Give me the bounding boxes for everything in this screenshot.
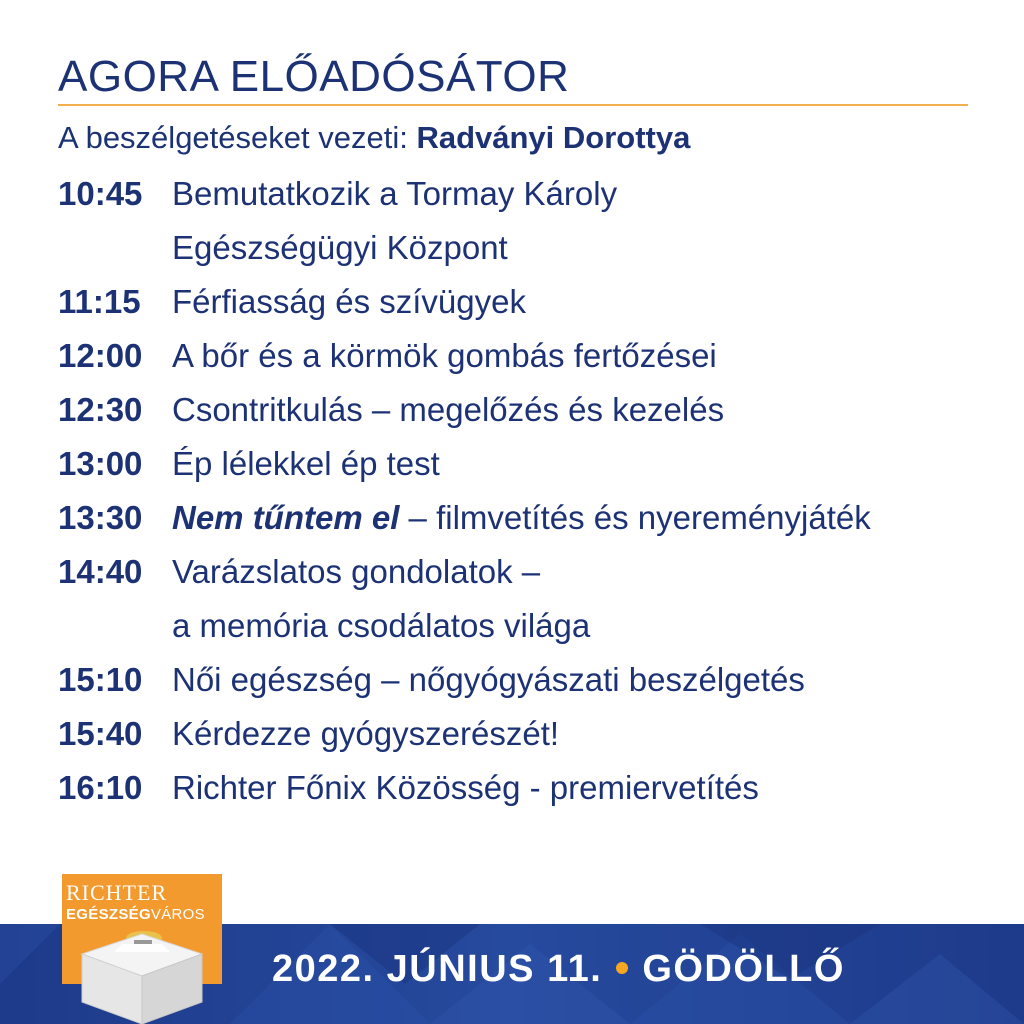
logo-line-2-rest: VÁROS bbox=[150, 906, 205, 923]
schedule-talk bbox=[172, 545, 590, 653]
schedule-time: 10:45 bbox=[58, 175, 143, 212]
host-prefix: A beszélgetéseket vezeti: bbox=[58, 120, 417, 155]
schedule-time: 15:40 bbox=[58, 715, 143, 752]
schedule-time: 12:00 bbox=[58, 337, 143, 374]
schedule-time: 13:30 bbox=[58, 499, 143, 536]
talk-line: a memória csodálatos világa bbox=[172, 607, 591, 644]
event-date: 2022. JÚNIUS 11. bbox=[272, 948, 603, 990]
event-place: GÖDÖLLŐ bbox=[642, 948, 845, 990]
schedule-item bbox=[58, 383, 998, 437]
talk-line: Richter Főnix Közösség - premiervetítés bbox=[172, 769, 759, 806]
logo-line-2-bold: EGÉSZSÉG bbox=[66, 906, 151, 923]
talk-line: Bemutatkozik a Tormay Károly bbox=[172, 175, 618, 212]
schedule-time: 14:40 bbox=[58, 553, 143, 590]
schedule-item bbox=[58, 491, 998, 545]
schedule-talk bbox=[172, 707, 559, 761]
schedule-item bbox=[58, 653, 998, 707]
talk-line-rest: – filmvetítés és nyereményjáték bbox=[399, 499, 871, 536]
schedule-talk bbox=[172, 329, 717, 383]
schedule-time: 11:15 bbox=[58, 283, 141, 320]
schedule-item bbox=[58, 437, 998, 491]
schedule-talk bbox=[172, 383, 724, 437]
title-divider bbox=[58, 104, 968, 106]
host-line bbox=[58, 120, 690, 156]
schedule-item bbox=[58, 275, 998, 329]
logo-line-1: RICHTER bbox=[66, 880, 168, 905]
schedule-talk bbox=[172, 437, 440, 491]
host-name: Radványi Dorottya bbox=[416, 120, 691, 155]
schedule-talk bbox=[172, 653, 805, 707]
schedule-item bbox=[58, 761, 998, 815]
talk-line: Egészségügyi Központ bbox=[172, 229, 508, 266]
talk-line: Kérdezze gyógyszerészét! bbox=[172, 715, 560, 752]
schedule-talk bbox=[172, 761, 759, 815]
talk-line: Férfiasság és szívügyek bbox=[172, 283, 526, 320]
schedule-time: 12:30 bbox=[58, 391, 143, 428]
cube-icon bbox=[62, 924, 222, 1024]
schedule-item bbox=[58, 329, 998, 383]
schedule-time: 15:10 bbox=[58, 661, 143, 698]
schedule-time: 13:00 bbox=[58, 445, 143, 482]
schedule-time: 16:10 bbox=[58, 769, 143, 806]
page-title: AGORA ELŐADÓSÁTOR bbox=[58, 52, 570, 101]
schedule-item bbox=[58, 707, 998, 761]
talk-line: Varázslatos gondolatok – bbox=[172, 553, 541, 590]
talk-line bbox=[172, 491, 871, 545]
talk-line: A bőr és a körmök gombás fertőzései bbox=[172, 337, 717, 374]
film-title: Nem tűntem el bbox=[172, 499, 400, 536]
separator-dot bbox=[616, 962, 628, 974]
talk-line: Ép lélekkel ép test bbox=[172, 445, 440, 482]
logo-line-2 bbox=[66, 906, 205, 923]
schedule-talk bbox=[172, 275, 526, 329]
schedule-list bbox=[58, 167, 998, 815]
schedule-talk bbox=[172, 491, 871, 545]
richter-egeszsegvaros-logo bbox=[62, 874, 222, 984]
schedule-item bbox=[58, 167, 998, 275]
talk-line: Csontritkulás – megelőzés és kezelés bbox=[172, 391, 725, 428]
schedule-talk bbox=[172, 167, 617, 275]
schedule-item bbox=[58, 545, 998, 653]
talk-line: Női egészség – nőgyógyászati beszélgetés bbox=[172, 661, 805, 698]
event-date-place bbox=[272, 948, 845, 991]
